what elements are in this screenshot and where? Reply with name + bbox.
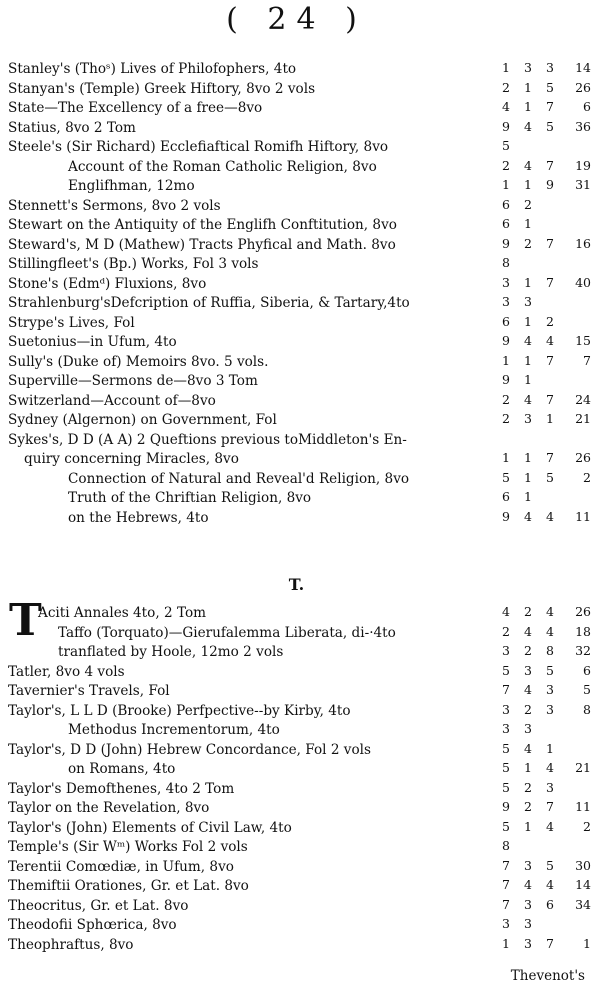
entry-number: 8 [546,643,554,658]
entry-number: 2 [524,701,532,717]
entry-number: 18 [575,623,591,639]
entry-number: 3 [524,857,532,873]
drop-capital: T [9,595,42,646]
entry-number: 3 [546,60,554,75]
entry-number: 4 [524,391,532,407]
entry-number: 5 [502,818,510,834]
entry-number: 7 [546,450,554,465]
entry-title: Englifhman, 12mo [68,178,195,194]
entry-number: 9 [546,177,554,192]
catalogue-entry [8,934,591,954]
entry-number: 1 [502,352,510,368]
entry-number: 26 [575,604,591,619]
entry-number: 7 [546,157,554,173]
entry-number: 19 [575,157,591,173]
catalogue-entry [8,856,591,876]
entry-title: Steele's (Sir Richard) Ecclefiaftical Romifh Hiftory, 8vo [8,139,389,155]
entry-number: 1 [583,935,591,951]
entry-number: 1 [524,469,532,485]
entry-number: 5 [502,779,510,795]
entry-number: 5 [546,118,554,134]
catalogue-entry [8,156,591,176]
entry-title: Aciti Annales 4to, 2 Tom [38,605,207,621]
entry-number: 1 [524,818,532,834]
entry-number: 7 [583,352,591,368]
entry-number: 1 [524,760,532,775]
entry-number: 3 [502,721,510,736]
catalogue-entry [8,331,591,351]
entry-number: 9 [502,235,510,251]
catalogue-entry [8,234,591,254]
entry-number: 21 [575,411,591,426]
entry-number: 26 [575,79,591,95]
entry-title: quiry concerning Miracles, 8vo [24,451,239,467]
entry-title: Stanyan's (Temple) Greek Hiftory, 8vo 2 vols [8,80,316,97]
entry-number: 5 [502,740,510,756]
entry-title: Statius, 8vo 2 Tom [8,119,136,136]
entry-number: 11 [575,508,591,524]
entry-number: 4 [524,877,532,892]
entry-number: 1 [524,177,532,192]
entry-number: 4 [524,623,532,639]
entry-number: 5 [546,79,554,95]
catalogue-entry [8,214,588,234]
entry-number: 2 [502,157,510,173]
entry-number: 3 [524,60,532,75]
catalogue-entry [8,78,591,98]
catalogue-entry [8,778,588,798]
entry-number: 1 [502,935,510,951]
entry-title: Taylor's, L L D (Brooke) Perfpective--by Kirby, 4to [8,702,351,719]
entry-number: 9 [502,799,510,814]
entry-number: 1 [546,740,554,756]
entry-title: Taffo (Torquato)—Gierufalemma Liberata, di-·4to [58,624,396,641]
catalogue-entry [8,507,591,527]
entry-title: Truth of the Chriftian Religion, 8vo [68,490,312,506]
catalogue-entry [8,429,588,449]
entry-number: 4 [524,118,532,134]
entry-title: Strahlenburg'sDefcription of Ruffia, Siberia, & Tartary,4to [8,295,410,311]
catalogue-entry [8,117,591,137]
catalogue-list-t [8,602,591,953]
entry-number: 7 [546,99,554,114]
entry-number: 7 [546,935,554,951]
entry-number: 4 [502,604,510,619]
entry-number: 7 [546,799,554,814]
entry-number: 5 [546,857,554,873]
entry-title: Stennett's Sermons, 8vo 2 vols [8,197,221,214]
entry-title: Sykes's, D D (A A) 2 Queftions previous toMiddleton's En- [8,431,407,448]
catalogue-entry [8,719,588,739]
entry-title: Taylor on the Revelation, 8vo [8,800,210,816]
catalogue-entry [8,312,588,332]
entry-number: 1 [524,372,532,387]
entry-number: 31 [575,177,591,192]
entry-title: Stanley's (Thoˢ) Lives of Philofophers, 4to [8,61,297,77]
entry-number: 6 [502,489,510,504]
entry-number: 4 [546,623,554,639]
entry-number: 3 [502,916,510,931]
catalogue-entry [8,273,591,293]
catalogue-entry [8,175,591,195]
entry-number: 7 [546,352,554,368]
entry-number: 2 [524,643,532,658]
entry-number: 2 [524,604,532,619]
entry-title: Switzerland—Account of—8vo [8,392,216,409]
catalogue-entry [8,409,591,429]
entry-number: 4 [524,682,532,697]
entry-number: 34 [575,896,591,912]
entry-number: 6 [502,196,510,212]
entry-number: 5 [583,682,591,697]
entry-title: tranflated by Hoole, 12mo 2 vols [58,644,284,660]
entry-title: Stewart on the Antiquity of the Englifh Conftitution, 8vo [8,217,397,233]
entry-number: 2 [583,469,591,485]
entry-number: 3 [524,411,532,426]
entry-number: 3 [546,682,554,697]
entry-number: 1 [524,99,532,114]
entry-title: Theocritus, Gr. et Lat. 8vo [8,897,189,914]
entry-number: 1 [524,216,532,231]
entry-number: 1 [502,177,510,192]
entry-number: 5 [502,469,510,485]
catalogue-entry [8,390,591,410]
entry-title: Temple's (Sir Wᵐ) Works Fol 2 vols [8,839,248,855]
page-number: ( 24 ) [226,2,367,37]
catalogue-entry [8,448,591,468]
entry-title: Taylor's (John) Elements of Civil Law, 4to [8,819,292,836]
entry-number: 6 [502,313,510,329]
catalogue-entry [8,136,588,156]
catalogue-entry [8,58,591,78]
entry-title: Methodus Incrementorum, 4to [68,722,280,738]
entry-title: Themiftii Orationes, Gr. et Lat. 8vo [8,878,249,894]
entry-number: 40 [575,274,591,290]
entry-number: 2 [502,623,510,639]
entry-number: 2 [546,313,554,329]
catalogue-entry [8,602,591,622]
catalogue-entry [8,700,591,720]
entry-number: 32 [575,643,591,658]
catalogue-entry [8,895,591,915]
entry-title: Suetonius—in Ufum, 4to [8,334,177,350]
entry-number: 4 [524,740,532,756]
entry-number: 3 [524,935,532,951]
entry-number: 3 [546,701,554,717]
entry-number: 1 [524,450,532,465]
catalogue-entry [8,351,591,371]
entry-number: 9 [502,333,510,348]
entry-number: 4 [546,333,554,348]
entry-title: Terentii Comœdiæ, in Ufum, 8vo [8,858,234,875]
entry-number: 6 [546,896,554,912]
catalogue-entry [8,487,588,507]
entry-number: 9 [502,508,510,524]
catalogue-entry [8,797,591,817]
catalogue-entry [8,836,588,856]
catalogue-entry [8,195,588,215]
entry-number: 1 [502,450,510,465]
catalogue-entry [8,468,591,488]
entry-number: 1 [524,352,532,368]
catalogue-entry [8,661,591,681]
entry-number: 1 [502,60,510,75]
catalogue-entry [8,875,591,895]
entry-number: 3 [524,721,532,736]
entry-number: 7 [502,877,510,892]
entry-number: 9 [502,118,510,134]
entry-number: 15 [575,333,591,348]
entry-number: 1 [524,489,532,504]
entry-number: 3 [524,896,532,912]
entry-title: Theodofii Sphœrica, 8vo [8,917,177,933]
catalogue-entry [8,370,588,390]
entry-number: 2 [502,79,510,95]
entry-number: 2 [502,411,510,426]
entry-number: 4 [524,157,532,173]
entry-number: 21 [575,760,591,775]
entry-number: 2 [583,818,591,834]
entry-number: 30 [575,857,591,873]
entry-title: Superville—Sermons de—8vo 3 Tom [8,373,258,389]
entry-title: Stone's (Edmᵈ) Fluxions, 8vo [8,275,207,292]
entry-number: 5 [502,662,510,678]
entry-number: 4 [524,508,532,524]
catalogue-entry [8,817,591,837]
entry-number: 11 [575,799,591,814]
entry-number: 3 [502,294,510,309]
entry-number: 4 [546,760,554,775]
entry-number: 7 [546,391,554,407]
entry-number: 14 [575,877,591,892]
entry-number: 8 [502,838,510,853]
catalogue-list-s [8,58,591,526]
catalogue-entry [8,758,591,778]
entry-number: 5 [502,760,510,775]
entry-title: on the Hebrews, 4to [68,509,209,526]
entry-number: 4 [524,333,532,348]
entry-number: 2 [524,235,532,251]
section-heading: T. [288,575,305,594]
entry-number: 4 [546,604,554,619]
entry-number: 2 [524,779,532,795]
entry-number: 3 [502,274,510,290]
entry-number: 3 [524,916,532,931]
entry-number: 5 [546,662,554,678]
entry-number: 4 [546,818,554,834]
entry-number: 1 [524,274,532,290]
entry-title: Stillingfleet's (Bp.) Works, Fol 3 vols [8,256,259,272]
entry-number: 2 [524,196,532,212]
entry-number: 6 [583,99,591,114]
catalogue-entry [8,680,591,700]
entry-number: 3 [546,779,554,795]
entry-title: Strype's Lives, Fol [8,314,135,331]
entry-number: 3 [524,294,532,309]
entry-number: 1 [524,79,532,95]
entry-title: Taylor's, D D (John) Hebrew Concordance, Fol 2 vols [8,741,371,758]
entry-number: 3 [524,662,532,678]
entry-title: Steward's, M D (Mathew) Tracts Phyfical and Math. 8vo [8,236,396,253]
entry-number: 14 [575,60,591,75]
catalogue-entry [8,739,588,759]
entry-title: Tavernier's Travels, Fol [8,683,170,699]
entry-title: Theophraftus, 8vo [8,936,134,953]
entry-number: 7 [546,235,554,251]
entry-number: 3 [502,643,510,658]
entry-title: Sully's (Duke of) Memoirs 8vo. 5 vols. [8,353,269,370]
catalogue-entry [8,641,591,661]
catalogue-entry [8,253,588,273]
entry-number: 24 [575,391,591,407]
entry-title: Account of the Roman Catholic Religion, 8vo [68,158,377,175]
entry-number: 5 [546,469,554,485]
entry-number: 7 [502,896,510,912]
entry-number: 4 [546,877,554,892]
entry-number: 3 [502,701,510,717]
entry-title: Tatler, 8vo 4 vols [8,663,125,680]
entry-number: 5 [502,138,510,153]
entry-title: Connection of Natural and Reveal'd Religion, 8vo [68,470,410,487]
entry-number: 8 [502,255,510,270]
entry-number: 2 [524,799,532,814]
catalogue-entry [8,622,591,642]
entry-title: Taylor's Demofthenes, 4to 2 Tom [8,780,235,797]
entry-number: 9 [502,372,510,387]
entry-number: 4 [502,99,510,114]
entry-title: on Romans, 4to [68,761,176,777]
entry-number: 4 [546,508,554,524]
entry-number: 16 [575,235,591,251]
catalogue-entry [8,292,588,312]
entry-number: 36 [575,118,591,134]
entry-number: 7 [546,274,554,290]
entry-number: 6 [583,662,591,678]
entry-number: 1 [546,411,554,426]
entry-number: 8 [583,701,591,717]
entry-number: 26 [575,450,591,465]
entry-number: 7 [502,682,510,697]
entry-number: 7 [502,857,510,873]
entry-number: 6 [502,216,510,231]
entry-number: 2 [502,391,510,407]
catalogue-entry [8,914,588,934]
entry-title: Sydney (Algernon) on Government, Fol [8,412,277,428]
catalogue-entry [8,97,591,117]
catchword: Thevenot's [510,968,585,984]
entry-title: State—The Excellency of a free—8vo [8,100,263,116]
entry-number: 1 [524,313,532,329]
